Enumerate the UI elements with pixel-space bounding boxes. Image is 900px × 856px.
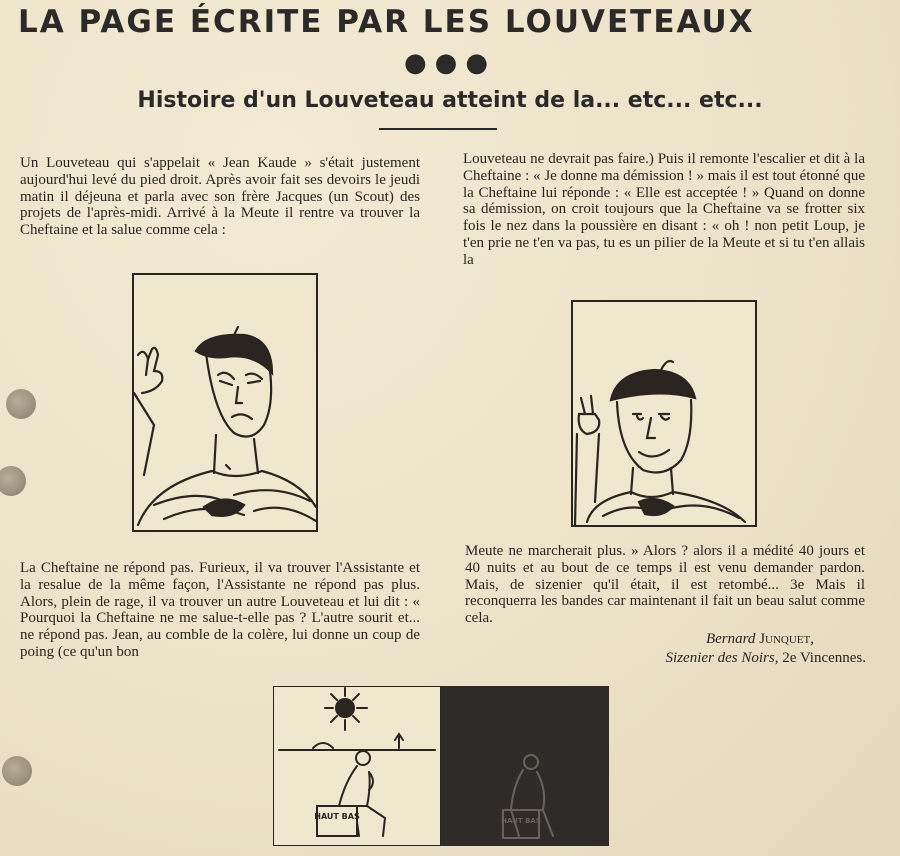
box-label-right: HAUT BAS bbox=[501, 817, 541, 825]
illustration-grumpy-cub bbox=[132, 273, 318, 532]
right-paragraph-2: Meute ne marcherait plus. » Alors ? alors il a médité 40 jours et 40 nuits et au bout de ce temps il est venu demander pardon. Mais, de sizenier qu'il était, il est retombé... 3e Mais il reconquerra les bandes car maintenant il fait un beau salut comme cela. bbox=[465, 543, 865, 627]
ornament-dots: ●●● bbox=[403, 48, 497, 78]
signature-name: Bernard Junquet, bbox=[705, 631, 814, 647]
illustration-smiling-cub bbox=[571, 300, 757, 527]
page-title: LA PAGE ÉCRITE PAR LES LOUVETEAUX bbox=[18, 4, 755, 40]
left-paragraph-2: La Cheftaine ne répond pas. Furieux, il va trouver l'Assistante et la resalue de la même façon, l'Assistante ne répond pas plus. Alors, plein de rage, il va trouver un autre Louveteau et lui dit : « Pourquoi la Cheftaine ne me salue-t-elle pas ? L'autre sourit et... ne répond pas. Jean, au comble de la colère, lui donne un coup de poing (ce qu'un bon bbox=[20, 560, 420, 660]
left-paragraph-1: Un Louveteau qui s'appelait « Jean Kaude » s'était justement aujourd'hui levé du pied droit. Après avoir fait ses devoirs le jeudi matin il déjeuna et parla avec son frère Jacques (un Scout) des projets de l'après-midi. Arrivé à la Meute il rentre va trouver la Cheftaine et la salue comme cela : bbox=[20, 155, 420, 239]
signature-role: Sizenier des Noirs, 2e Vincennes. bbox=[665, 650, 866, 666]
title-divider bbox=[379, 128, 497, 130]
binder-hole bbox=[2, 756, 32, 786]
right-paragraph-1: Louveteau ne devrait pas faire.) Puis il remonte l'escalier et dit à la Cheftaine : « Je donne ma démission ! » mais il est tout étonné que la Cheftaine lui réponde : « Elle est acceptée ! » Quand on donne sa démission, on croit toujours que la Cheftaine va se frotter six fois le nez dans la poussière en disant : « oh ! non petit Loup, je t'en prie ne t'en va pas, tu es un pilier de la Meute et si tu t'en allais la bbox=[463, 151, 865, 268]
binder-hole bbox=[6, 389, 36, 419]
article-subtitle: Histoire d'un Louveteau atteint de la... etc... etc... bbox=[137, 88, 763, 113]
box-label-left: HAUT BAS bbox=[314, 812, 360, 821]
illustration-pair-bottom bbox=[273, 686, 609, 846]
